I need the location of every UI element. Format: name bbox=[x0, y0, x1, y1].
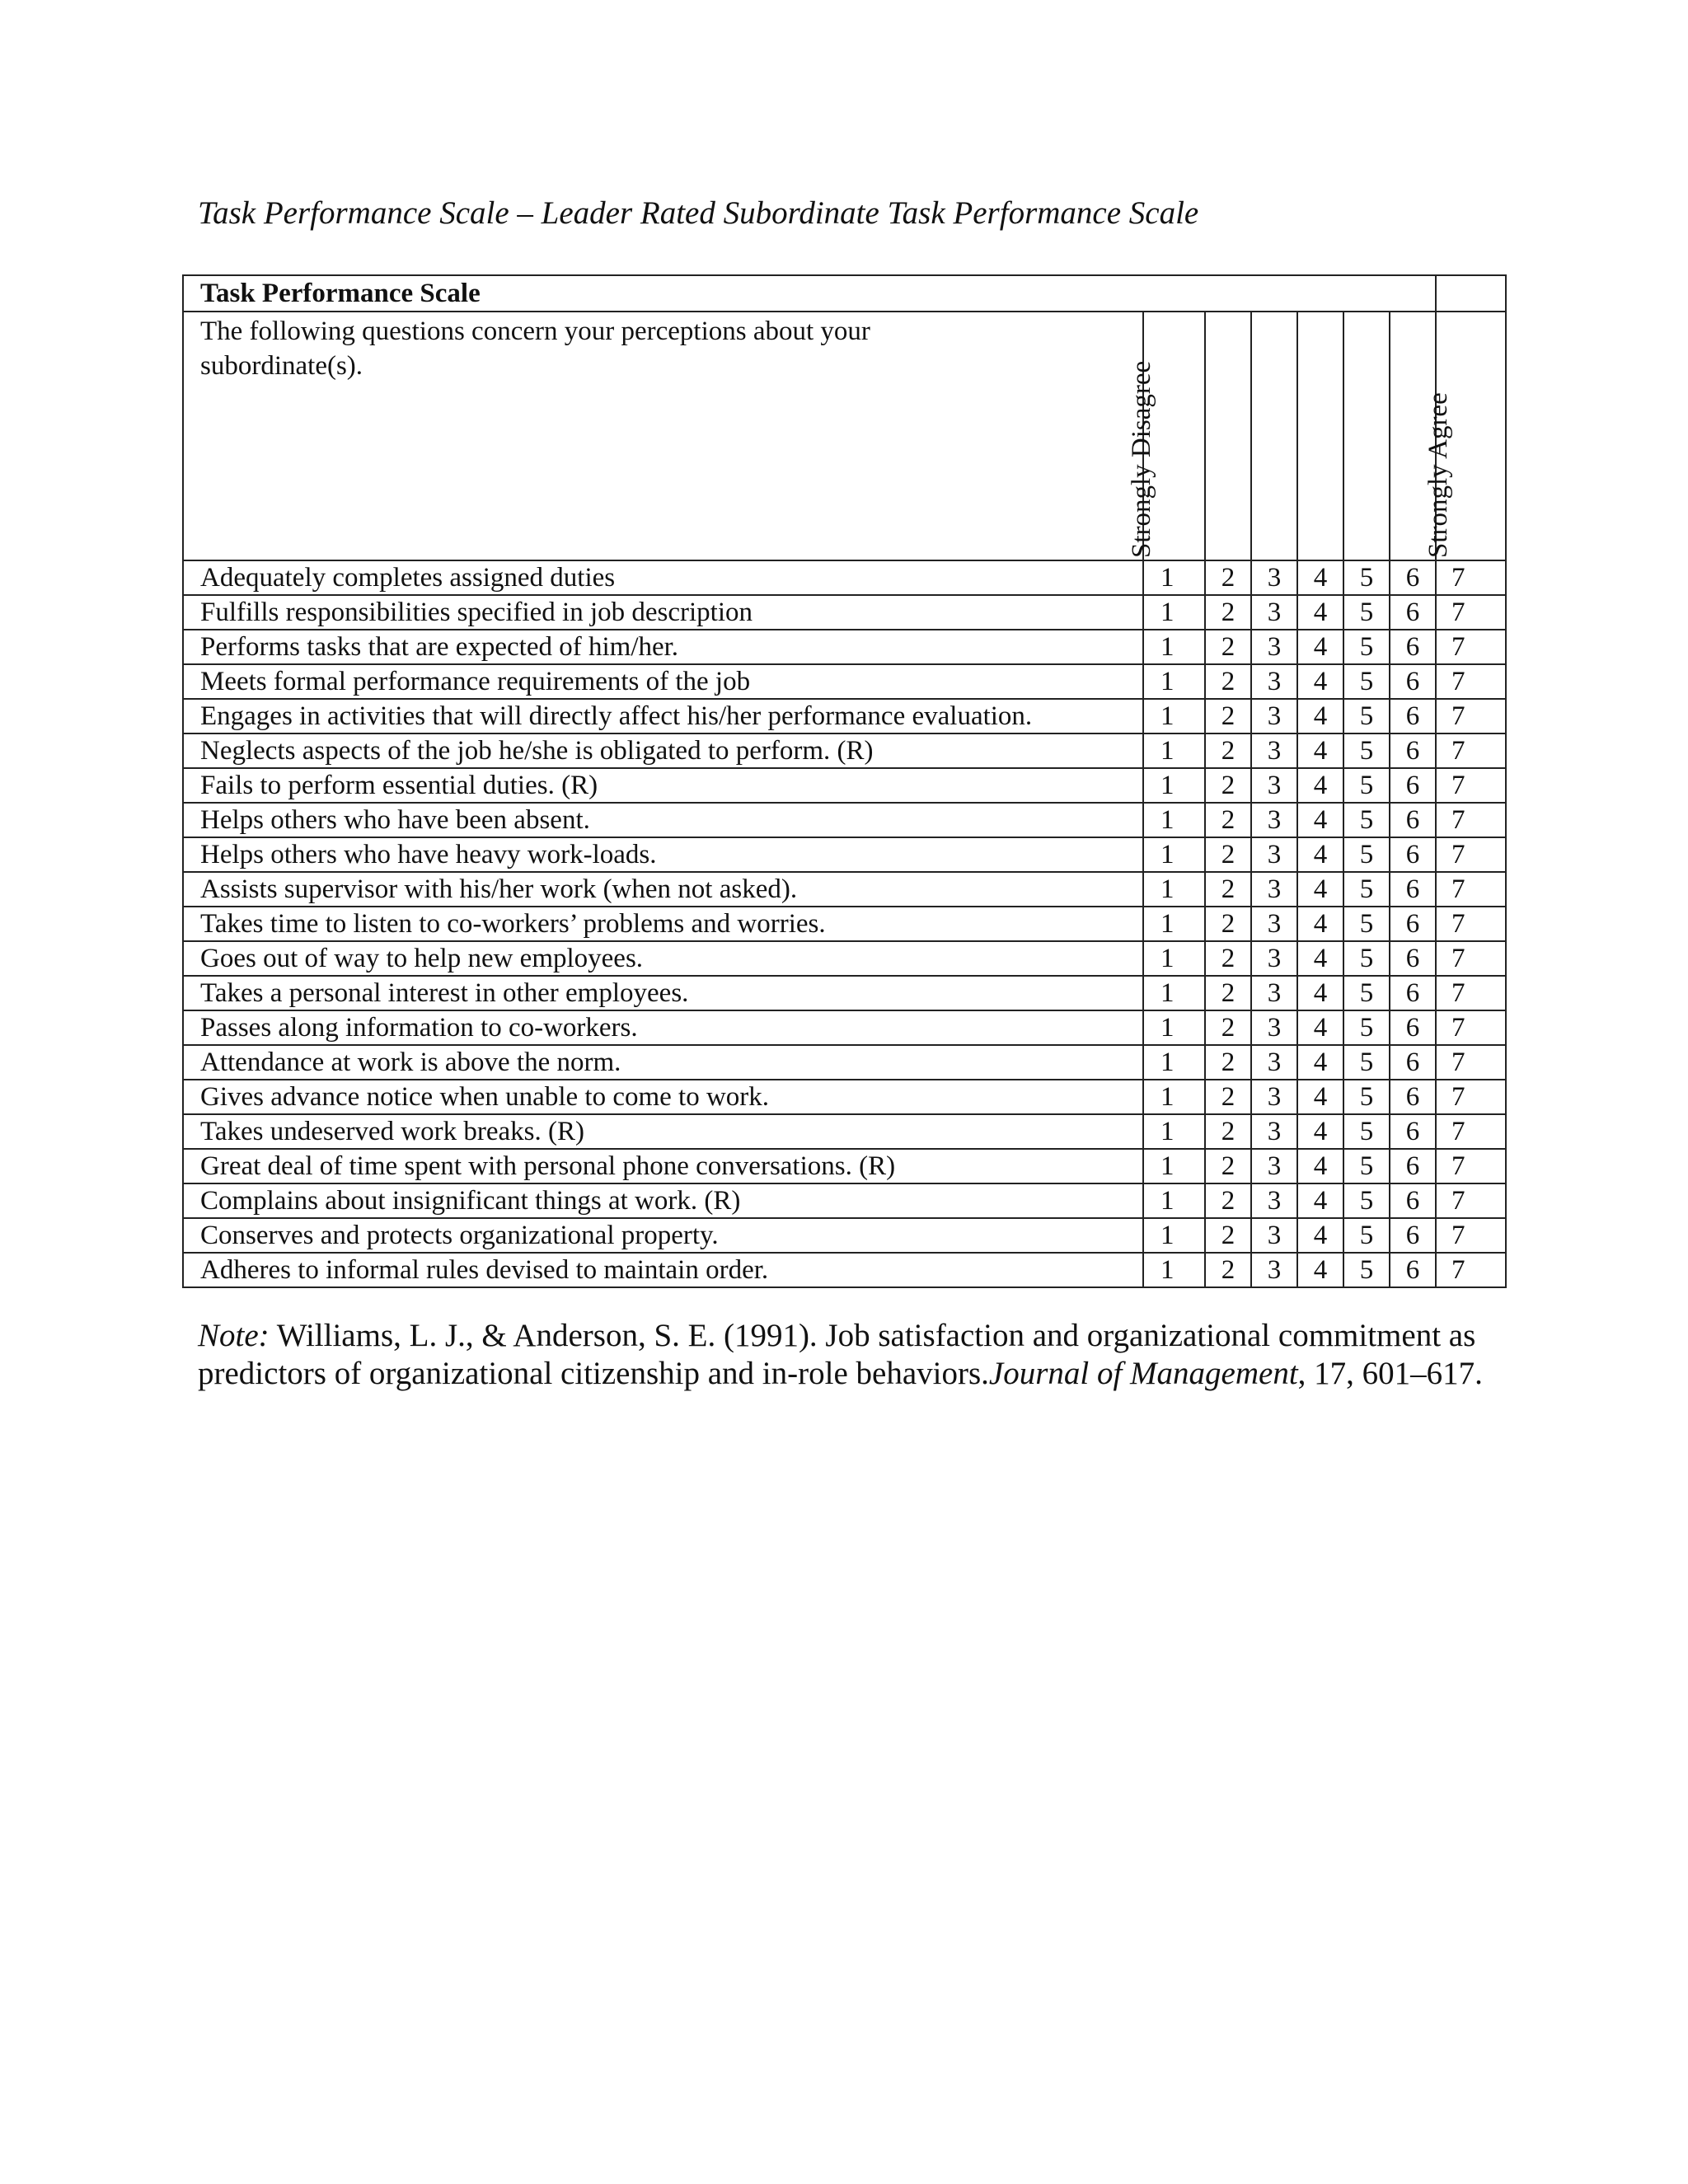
rating-option-4[interactable]: 4 bbox=[1297, 872, 1343, 907]
rating-option-6[interactable]: 6 bbox=[1390, 1010, 1436, 1045]
note-journal: Journal of Management bbox=[988, 1356, 1298, 1391]
scale-table-body bbox=[183, 275, 1506, 1287]
rating-option-6[interactable]: 6 bbox=[1390, 560, 1436, 595]
rating-option-1[interactable]: 1 bbox=[1143, 699, 1205, 733]
rating-option-7[interactable]: 7 bbox=[1436, 803, 1506, 837]
table-row bbox=[183, 664, 1506, 699]
header-blank-cell bbox=[1251, 312, 1297, 560]
item-text: Fails to perform essential duties. (R) bbox=[183, 768, 1143, 803]
item-text: Conserves and protects organizational property. bbox=[183, 1218, 1143, 1253]
rating-option-3[interactable]: 3 bbox=[1251, 1010, 1297, 1045]
item-text: Assists supervisor with his/her work (when not asked). bbox=[183, 872, 1143, 907]
rating-option-6[interactable]: 6 bbox=[1390, 595, 1436, 630]
header-blank-cell bbox=[1297, 312, 1343, 560]
rating-option-6[interactable]: 6 bbox=[1390, 664, 1436, 699]
rating-option-1[interactable]: 1 bbox=[1143, 837, 1205, 872]
rating-option-6[interactable]: 6 bbox=[1390, 941, 1436, 976]
item-text: Engages in activities that will directly affect his/her performance evaluation. bbox=[183, 699, 1143, 733]
item-text: Performs tasks that are expected of him/her. bbox=[183, 630, 1143, 664]
rating-option-1[interactable]: 1 bbox=[1143, 1218, 1205, 1253]
rating-option-6[interactable]: 6 bbox=[1390, 1114, 1436, 1149]
rating-option-7[interactable]: 7 bbox=[1436, 1218, 1506, 1253]
anchor-high-cell bbox=[1423, 312, 1506, 560]
rating-option-5[interactable]: 5 bbox=[1343, 1183, 1390, 1218]
rating-option-4[interactable]: 4 bbox=[1297, 1218, 1343, 1253]
rating-option-4[interactable]: 4 bbox=[1297, 699, 1343, 733]
rating-option-4[interactable]: 4 bbox=[1297, 1080, 1343, 1114]
rating-option-4[interactable]: 4 bbox=[1297, 768, 1343, 803]
item-text: Complains about insignificant things at work. (R) bbox=[183, 1183, 1143, 1218]
rating-option-6[interactable]: 6 bbox=[1390, 872, 1436, 907]
rating-option-1[interactable]: 1 bbox=[1143, 1183, 1205, 1218]
rating-option-5[interactable]: 5 bbox=[1343, 1010, 1390, 1045]
rating-option-5[interactable]: 5 bbox=[1343, 872, 1390, 907]
rating-option-4[interactable]: 4 bbox=[1297, 1114, 1343, 1149]
rating-option-4[interactable]: 4 bbox=[1297, 1149, 1343, 1183]
rating-option-5[interactable]: 5 bbox=[1343, 941, 1390, 976]
rating-option-2[interactable]: 2 bbox=[1205, 733, 1251, 768]
rating-option-3[interactable]: 3 bbox=[1251, 976, 1297, 1010]
rating-option-2[interactable]: 2 bbox=[1205, 907, 1251, 941]
rating-option-2[interactable]: 2 bbox=[1205, 560, 1251, 595]
task-performance-scale-table bbox=[182, 274, 1507, 1288]
rating-option-7[interactable]: 7 bbox=[1436, 630, 1506, 664]
rating-option-2[interactable]: 2 bbox=[1205, 872, 1251, 907]
rating-option-1[interactable]: 1 bbox=[1143, 1080, 1205, 1114]
rating-option-5[interactable]: 5 bbox=[1343, 907, 1390, 941]
header-blank-cell bbox=[1343, 312, 1390, 560]
rating-option-6[interactable]: 6 bbox=[1390, 768, 1436, 803]
item-text: Takes a personal interest in other employees. bbox=[183, 976, 1143, 1010]
scale-title: Task Performance Scale bbox=[183, 275, 1436, 312]
item-text: Fulfills responsibilities specified in job description bbox=[183, 595, 1143, 630]
table-row bbox=[183, 1080, 1506, 1114]
scale-header-row bbox=[183, 312, 1506, 560]
rating-option-3[interactable]: 3 bbox=[1251, 595, 1297, 630]
rating-option-3[interactable]: 3 bbox=[1251, 1218, 1297, 1253]
table-row bbox=[183, 733, 1506, 768]
rating-option-2[interactable]: 2 bbox=[1205, 1218, 1251, 1253]
table-row bbox=[183, 699, 1506, 733]
rating-option-2[interactable]: 2 bbox=[1205, 976, 1251, 1010]
rating-option-3[interactable]: 3 bbox=[1251, 1114, 1297, 1149]
scale-title-row bbox=[183, 275, 1506, 312]
rating-option-2[interactable]: 2 bbox=[1205, 1149, 1251, 1183]
rating-option-4[interactable]: 4 bbox=[1297, 733, 1343, 768]
item-text: Neglects aspects of the job he/she is obligated to perform. (R) bbox=[183, 733, 1143, 768]
page-title: Task Performance Scale – Leader Rated Subordinate Task Performance Scale bbox=[198, 195, 1199, 231]
rating-option-4[interactable]: 4 bbox=[1297, 1183, 1343, 1218]
rating-option-3[interactable]: 3 bbox=[1251, 1045, 1297, 1080]
rating-option-5[interactable]: 5 bbox=[1343, 803, 1390, 837]
rating-option-6[interactable]: 6 bbox=[1390, 699, 1436, 733]
rating-option-3[interactable]: 3 bbox=[1251, 1080, 1297, 1114]
rating-option-7[interactable]: 7 bbox=[1436, 976, 1506, 1010]
rating-option-2[interactable]: 2 bbox=[1205, 1253, 1251, 1287]
table-row bbox=[183, 595, 1506, 630]
rating-option-7[interactable]: 7 bbox=[1436, 872, 1506, 907]
rating-option-1[interactable]: 1 bbox=[1143, 1010, 1205, 1045]
rating-option-7[interactable]: 7 bbox=[1436, 768, 1506, 803]
rating-option-7[interactable]: 7 bbox=[1436, 1010, 1506, 1045]
table-row bbox=[183, 1149, 1506, 1183]
table-row bbox=[183, 1218, 1506, 1253]
rating-option-2[interactable]: 2 bbox=[1205, 664, 1251, 699]
rating-option-4[interactable]: 4 bbox=[1297, 803, 1343, 837]
rating-option-4[interactable]: 4 bbox=[1297, 595, 1343, 630]
rating-option-7[interactable]: 7 bbox=[1436, 1253, 1506, 1287]
table-row bbox=[183, 1253, 1506, 1287]
rating-option-7[interactable]: 7 bbox=[1436, 941, 1506, 976]
rating-option-2[interactable]: 2 bbox=[1205, 1010, 1251, 1045]
note-label: Note: bbox=[198, 1318, 270, 1353]
note-citation-text: Williams, L. J., & Anderson, S. E. (1991). Job satisfaction and organizational commitment as predictors of organizational citizenship and in-role behaviors. bbox=[198, 1318, 1476, 1391]
rating-option-4[interactable]: 4 bbox=[1297, 560, 1343, 595]
item-text: Helps others who have heavy work-loads. bbox=[183, 837, 1143, 872]
rating-option-1[interactable]: 1 bbox=[1143, 1253, 1205, 1287]
item-text: Great deal of time spent with personal phone conversations. (R) bbox=[183, 1149, 1143, 1183]
item-text: Meets formal performance requirements of the job bbox=[183, 664, 1143, 699]
rating-option-5[interactable]: 5 bbox=[1343, 595, 1390, 630]
table-row bbox=[183, 630, 1506, 664]
rating-option-3[interactable]: 3 bbox=[1251, 733, 1297, 768]
header-blank-cell bbox=[1205, 312, 1251, 560]
rating-option-1[interactable]: 1 bbox=[1143, 560, 1205, 595]
rating-option-7[interactable]: 7 bbox=[1436, 733, 1506, 768]
table-row bbox=[183, 768, 1506, 803]
rating-option-1[interactable]: 1 bbox=[1143, 1149, 1205, 1183]
rating-option-5[interactable]: 5 bbox=[1343, 1114, 1390, 1149]
rating-option-6[interactable]: 6 bbox=[1390, 976, 1436, 1010]
scale-title-blank-cell bbox=[1436, 275, 1506, 312]
rating-option-2[interactable]: 2 bbox=[1205, 1080, 1251, 1114]
rating-option-1[interactable]: 1 bbox=[1143, 941, 1205, 976]
rating-option-6[interactable]: 6 bbox=[1390, 1149, 1436, 1183]
rating-option-5[interactable]: 5 bbox=[1343, 1253, 1390, 1287]
rating-option-7[interactable]: 7 bbox=[1436, 1045, 1506, 1080]
table-row bbox=[183, 1045, 1506, 1080]
table-row bbox=[183, 1183, 1506, 1218]
rating-option-1[interactable]: 1 bbox=[1143, 664, 1205, 699]
item-text: Goes out of way to help new employees. bbox=[183, 941, 1143, 976]
rating-option-2[interactable]: 2 bbox=[1205, 803, 1251, 837]
table-row bbox=[183, 837, 1506, 872]
rating-option-3[interactable]: 3 bbox=[1251, 872, 1297, 907]
instruction-text: The following questions concern your perceptions about your subordinate(s). bbox=[183, 312, 1143, 560]
rating-option-6[interactable]: 6 bbox=[1390, 733, 1436, 768]
table-row bbox=[183, 560, 1506, 595]
rating-option-1[interactable]: 1 bbox=[1143, 1114, 1205, 1149]
rating-option-7[interactable]: 7 bbox=[1436, 837, 1506, 872]
rating-option-5[interactable]: 5 bbox=[1343, 1218, 1390, 1253]
rating-option-6[interactable]: 6 bbox=[1390, 1080, 1436, 1114]
rating-option-4[interactable]: 4 bbox=[1297, 976, 1343, 1010]
rating-option-2[interactable]: 2 bbox=[1205, 595, 1251, 630]
rating-option-4[interactable]: 4 bbox=[1297, 664, 1343, 699]
rating-option-5[interactable]: 5 bbox=[1343, 1149, 1390, 1183]
item-text: Helps others who have been absent. bbox=[183, 803, 1143, 837]
rating-option-5[interactable]: 5 bbox=[1343, 560, 1390, 595]
item-text: Takes time to listen to co-workers’ problems and worries. bbox=[183, 907, 1143, 941]
table-row bbox=[183, 803, 1506, 837]
rating-option-4[interactable]: 4 bbox=[1297, 941, 1343, 976]
rating-option-3[interactable]: 3 bbox=[1251, 941, 1297, 976]
rating-option-5[interactable]: 5 bbox=[1343, 1080, 1390, 1114]
rating-option-6[interactable]: 6 bbox=[1390, 907, 1436, 941]
rating-option-2[interactable]: 2 bbox=[1205, 941, 1251, 976]
rating-option-6[interactable]: 6 bbox=[1390, 837, 1436, 872]
rating-option-5[interactable]: 5 bbox=[1343, 733, 1390, 768]
rating-option-2[interactable]: 2 bbox=[1205, 768, 1251, 803]
table-row bbox=[183, 1010, 1506, 1045]
table-row bbox=[183, 941, 1506, 976]
rating-option-6[interactable]: 6 bbox=[1390, 1183, 1436, 1218]
rating-option-7[interactable]: 7 bbox=[1436, 907, 1506, 941]
rating-option-5[interactable]: 5 bbox=[1343, 664, 1390, 699]
rating-option-3[interactable]: 3 bbox=[1251, 1253, 1297, 1287]
rating-option-1[interactable]: 1 bbox=[1143, 630, 1205, 664]
rating-option-2[interactable]: 2 bbox=[1205, 1045, 1251, 1080]
rating-option-7[interactable]: 7 bbox=[1436, 560, 1506, 595]
rating-option-2[interactable]: 2 bbox=[1205, 1183, 1251, 1218]
rating-option-7[interactable]: 7 bbox=[1436, 1080, 1506, 1114]
rating-option-1[interactable]: 1 bbox=[1143, 733, 1205, 768]
rating-option-6[interactable]: 6 bbox=[1390, 1253, 1436, 1287]
rating-option-5[interactable]: 5 bbox=[1343, 630, 1390, 664]
table-row bbox=[183, 976, 1506, 1010]
note-volume-pages: , 17, 601–617. bbox=[1297, 1356, 1483, 1391]
item-text: Gives advance notice when unable to come to work. bbox=[183, 1080, 1143, 1114]
rating-option-3[interactable]: 3 bbox=[1251, 1183, 1297, 1218]
rating-option-3[interactable]: 3 bbox=[1251, 560, 1297, 595]
rating-option-7[interactable]: 7 bbox=[1436, 595, 1506, 630]
anchor-low-label: Strongly Disagree bbox=[1126, 360, 1156, 558]
rating-option-4[interactable]: 4 bbox=[1297, 907, 1343, 941]
item-text: Adheres to informal rules devised to maintain order. bbox=[183, 1253, 1143, 1287]
item-text: Adequately completes assigned duties bbox=[183, 560, 1143, 595]
table-row bbox=[183, 872, 1506, 907]
rating-option-2[interactable]: 2 bbox=[1205, 699, 1251, 733]
rating-option-3[interactable]: 3 bbox=[1251, 630, 1297, 664]
rating-option-4[interactable]: 4 bbox=[1297, 630, 1343, 664]
table-row bbox=[183, 1114, 1506, 1149]
item-text: Attendance at work is above the norm. bbox=[183, 1045, 1143, 1080]
rating-option-1[interactable]: 1 bbox=[1143, 768, 1205, 803]
rating-option-1[interactable]: 1 bbox=[1143, 907, 1205, 941]
rating-option-4[interactable]: 4 bbox=[1297, 837, 1343, 872]
rating-option-1[interactable]: 1 bbox=[1143, 976, 1205, 1010]
rating-option-7[interactable]: 7 bbox=[1436, 1114, 1506, 1149]
rating-option-3[interactable]: 3 bbox=[1251, 768, 1297, 803]
anchor-high-label: Strongly Agree bbox=[1423, 392, 1453, 558]
rating-option-3[interactable]: 3 bbox=[1251, 803, 1297, 837]
rating-option-5[interactable]: 5 bbox=[1343, 837, 1390, 872]
rating-option-5[interactable]: 5 bbox=[1343, 768, 1390, 803]
rating-option-2[interactable]: 2 bbox=[1205, 837, 1251, 872]
item-text: Takes undeserved work breaks. (R) bbox=[183, 1114, 1143, 1149]
rating-option-7[interactable]: 7 bbox=[1436, 664, 1506, 699]
rating-option-6[interactable]: 6 bbox=[1390, 803, 1436, 837]
rating-option-7[interactable]: 7 bbox=[1436, 699, 1506, 733]
rating-option-4[interactable]: 4 bbox=[1297, 1010, 1343, 1045]
rating-option-4[interactable]: 4 bbox=[1297, 1045, 1343, 1080]
rating-option-1[interactable]: 1 bbox=[1143, 1045, 1205, 1080]
rating-option-4[interactable]: 4 bbox=[1297, 1253, 1343, 1287]
rating-option-7[interactable]: 7 bbox=[1436, 1183, 1506, 1218]
rating-option-2[interactable]: 2 bbox=[1205, 1114, 1251, 1149]
item-text: Passes along information to co-workers. bbox=[183, 1010, 1143, 1045]
rating-option-1[interactable]: 1 bbox=[1143, 803, 1205, 837]
rating-option-6[interactable]: 6 bbox=[1390, 1045, 1436, 1080]
rating-option-3[interactable]: 3 bbox=[1251, 837, 1297, 872]
anchor-low-cell bbox=[1126, 312, 1205, 560]
rating-option-5[interactable]: 5 bbox=[1343, 1045, 1390, 1080]
rating-option-5[interactable]: 5 bbox=[1343, 976, 1390, 1010]
rating-option-3[interactable]: 3 bbox=[1251, 1149, 1297, 1183]
rating-option-3[interactable]: 3 bbox=[1251, 907, 1297, 941]
rating-option-3[interactable]: 3 bbox=[1251, 664, 1297, 699]
table-row bbox=[183, 907, 1506, 941]
rating-option-5[interactable]: 5 bbox=[1343, 699, 1390, 733]
rating-option-7[interactable]: 7 bbox=[1436, 1149, 1506, 1183]
rating-option-6[interactable]: 6 bbox=[1390, 630, 1436, 664]
rating-option-2[interactable]: 2 bbox=[1205, 630, 1251, 664]
rating-option-6[interactable]: 6 bbox=[1390, 1218, 1436, 1253]
rating-option-1[interactable]: 1 bbox=[1143, 872, 1205, 907]
rating-option-3[interactable]: 3 bbox=[1251, 699, 1297, 733]
citation-note bbox=[198, 1317, 1508, 1393]
rating-option-1[interactable]: 1 bbox=[1143, 595, 1205, 630]
